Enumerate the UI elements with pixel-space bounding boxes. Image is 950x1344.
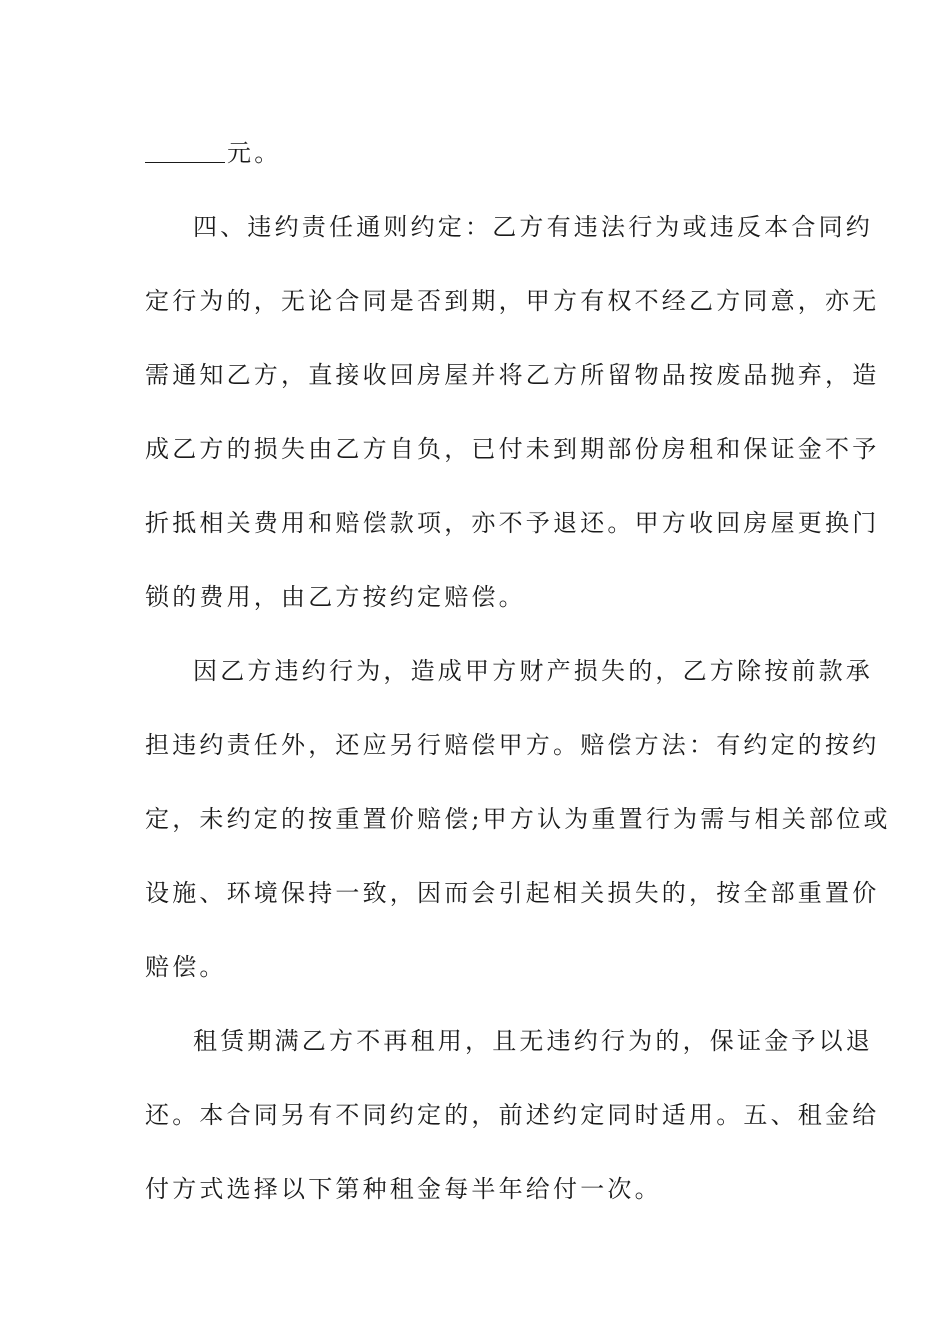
paragraph-line: 锁的费用，由乙方按约定赔偿。 xyxy=(145,583,526,611)
paragraph-line: 担违约责任外，还应另行赔偿甲方。赔偿方法：有约定的按约 xyxy=(145,731,880,759)
paragraph-line: 元。 xyxy=(227,139,282,167)
paragraph-line: 还。本合同另有不同约定的，前述约定同时适用。五、租金给 xyxy=(145,1101,880,1129)
paragraph-line: 折抵相关费用和赔偿款项，亦不予退还。甲方收回房屋更换门 xyxy=(145,509,880,537)
paragraph-line: 设施、环境保持一致，因而会引起相关损失的，按全部重置价 xyxy=(145,879,880,907)
paragraph-line: 成乙方的损失由乙方自负，已付未到期部份房租和保证金不予 xyxy=(145,435,880,463)
amount-line xyxy=(145,138,815,168)
paragraph-line: 因乙方违约行为，造成甲方财产损失的，乙方除按前款承 xyxy=(193,657,873,685)
paragraph-line: 定，未约定的按重置价赔偿;甲方认为重置行为需与相关部位或 xyxy=(145,805,891,833)
paragraph-line: 付方式选择以下第种租金每半年给付一次。 xyxy=(145,1175,662,1203)
paragraph-line: 定行为的，无论合同是否到期，甲方有权不经乙方同意，亦无 xyxy=(145,287,880,315)
paragraph-line: 需通知乙方，直接收回房屋并将乙方所留物品按废品抛弃，造 xyxy=(145,361,880,389)
paragraph-line: 租赁期满乙方不再租用，且无违约行为的，保证金予以退 xyxy=(193,1027,873,1055)
amount-blank-field xyxy=(145,140,225,163)
paragraph-line: 赔偿。 xyxy=(145,953,227,981)
paragraph-line: 四、违约责任通则约定：乙方有违法行为或违反本合同约 xyxy=(193,213,873,241)
